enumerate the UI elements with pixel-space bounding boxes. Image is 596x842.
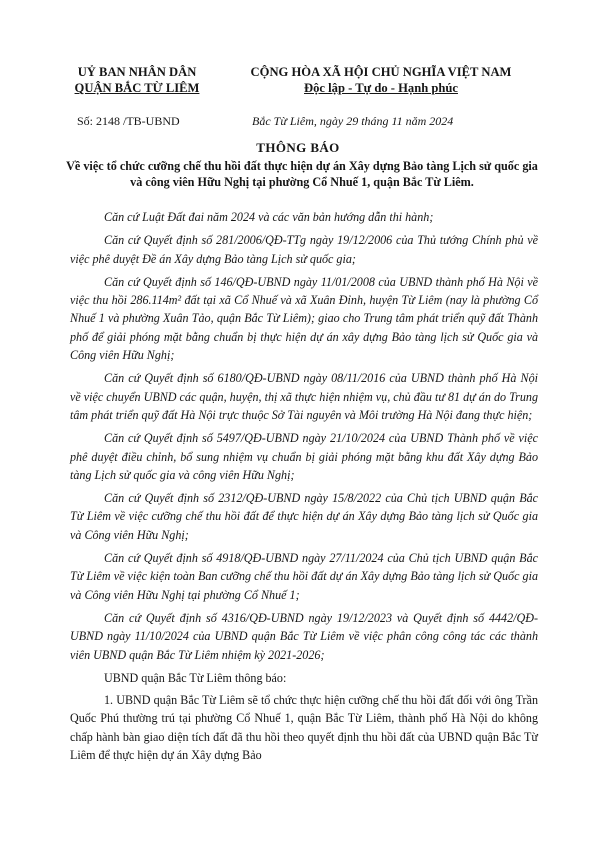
agency-line-2: QUẬN BẮC TỪ LIÊM (74, 81, 200, 95)
document-title: THÔNG BÁO (256, 140, 340, 155)
issuing-agency (62, 64, 212, 96)
nation-name: CỘNG HÒA XÃ HỘI CHỦ NGHĨA VIỆT NAM (250, 65, 512, 79)
motto: Độc lập - Tự do - Hạnh phúc (304, 81, 458, 95)
document-number: Số: 2148 /TB-UBND (77, 114, 180, 128)
legal-basis-5: Căn cứ Quyết định số 5497/QĐ-UBND ngày 21/10/2024 của UBND Thành phố về việc phê duyệt điều chỉnh, bổ sung nhiệm vụ chuẩn bị giải phóng mặt bằng khu đất Xây dựng Bảo tàng Lịch sử quốc gia và công viên Hữu Nghị; (70, 431, 538, 482)
place-and-date: Bắc Từ Liêm, ngày 29 tháng 11 năm 2024 (252, 114, 454, 128)
legal-basis-6: Căn cứ Quyết định số 2312/QĐ-UBND ngày 15/8/2022 của Chủ tịch UBND quận Bắc Từ Liêm về việc cưỡng chế thu hồi đất để thực hiện dự án Xây dựng Bảo tàng lịch sử Quốc gia và Công viên Hữu Nghị; (70, 491, 538, 542)
announcement-intro: UBND quận Bắc Từ Liêm thông báo: (104, 670, 287, 685)
legal-basis-1: Căn cứ Luật Đất đai năm 2024 và các văn bản hướng dẫn thi hành; (104, 210, 434, 224)
legal-basis-3: Căn cứ Quyết định số 146/QĐ-UBND ngày 11/01/2008 của UBND thành phố Hà Nội về việc thu hồi 286.114m² đất tại xã Cổ Nhuế và xã Xuân Đỉnh, huyện Từ Liêm (nay là phường Cổ Nhuế 1 và phường Xuân Tảo, quận Bắc Từ Liêm); giao cho Trung tâm phát triển quỹ đất Thành phố để giải phóng mặt bằng chuẩn bị thực hiện dự án xây dựng Bảo tàng lịch sử Quốc gia và Công viên Hữu Nghị; (70, 274, 538, 363)
document-body (70, 208, 538, 769)
legal-basis-4: Căn cứ Quyết định số 6180/QĐ-UBND ngày 08/11/2016 của UBND thành phố Hà Nội về việc chuyển UBND các quận, huyện, thị xã thực hiện nhiệm vụ, chủ đầu tư 81 dự án do Trung tâm phát triển quỹ đất Hà Nội trực thuộc Sở Tài nguyên và Môi trường Hà Nội đang thực hiện; (70, 371, 538, 422)
announcement-item-1: 1. UBND quận Bắc Từ Liêm sẽ tổ chức thực hiện cưỡng chế thu hồi đất đối với ông Trần Quốc Phú thường trú tại phường Cổ Nhuế 1, quận Bắc Từ Liêm, thành phố Hà Nội do không chấp hành bàn giao diện tích đất đã thu hồi theo quyết định thu hồi đất của UBND quận Bắc Từ Liêm để thực hiện dự án Xây dựng Bảo (70, 693, 538, 763)
document-subject: Về việc tổ chức cưỡng chế thu hồi đất thực hiện dự án Xây dựng Bảo tàng Lịch sử quốc gia và công viên Hữu Nghị tại phường Cổ Nhuế 1, quận Bắc Từ Liêm. (66, 159, 538, 189)
national-motto (222, 64, 540, 96)
legal-basis-7: Căn cứ Quyết định số 4918/QĐ-UBND ngày 27/11/2024 của Chủ tịch UBND quận Bắc Từ Liêm về việc kiện toàn Ban cưỡng chế thu hồi đất dự án Xây dựng Bảo tàng lịch sử Quốc gia và Công viên Hữu Nghị tại phường Cổ Nhuế 1; (70, 551, 538, 602)
legal-basis-2: Căn cứ Quyết định số 281/2006/QĐ-TTg ngày 19/12/2006 của Thủ tướng Chính phủ về việc phê duyệt Đề án Xây dựng Bảo tàng Lịch sử quốc gia; (70, 233, 538, 266)
agency-line-1: UỶ BAN NHÂN DÂN (77, 65, 197, 79)
legal-basis-8: Căn cứ Quyết định số 4316/QĐ-UBND ngày 19/12/2023 và Quyết định số 4442/QĐ-UBND ngày 11/10/2024 của UBND quận Bắc Từ Liêm về việc phân công công tác các thành viên UBND quận Bắc Từ Liêm nhiệm kỳ 2021-2026; (70, 610, 538, 662)
